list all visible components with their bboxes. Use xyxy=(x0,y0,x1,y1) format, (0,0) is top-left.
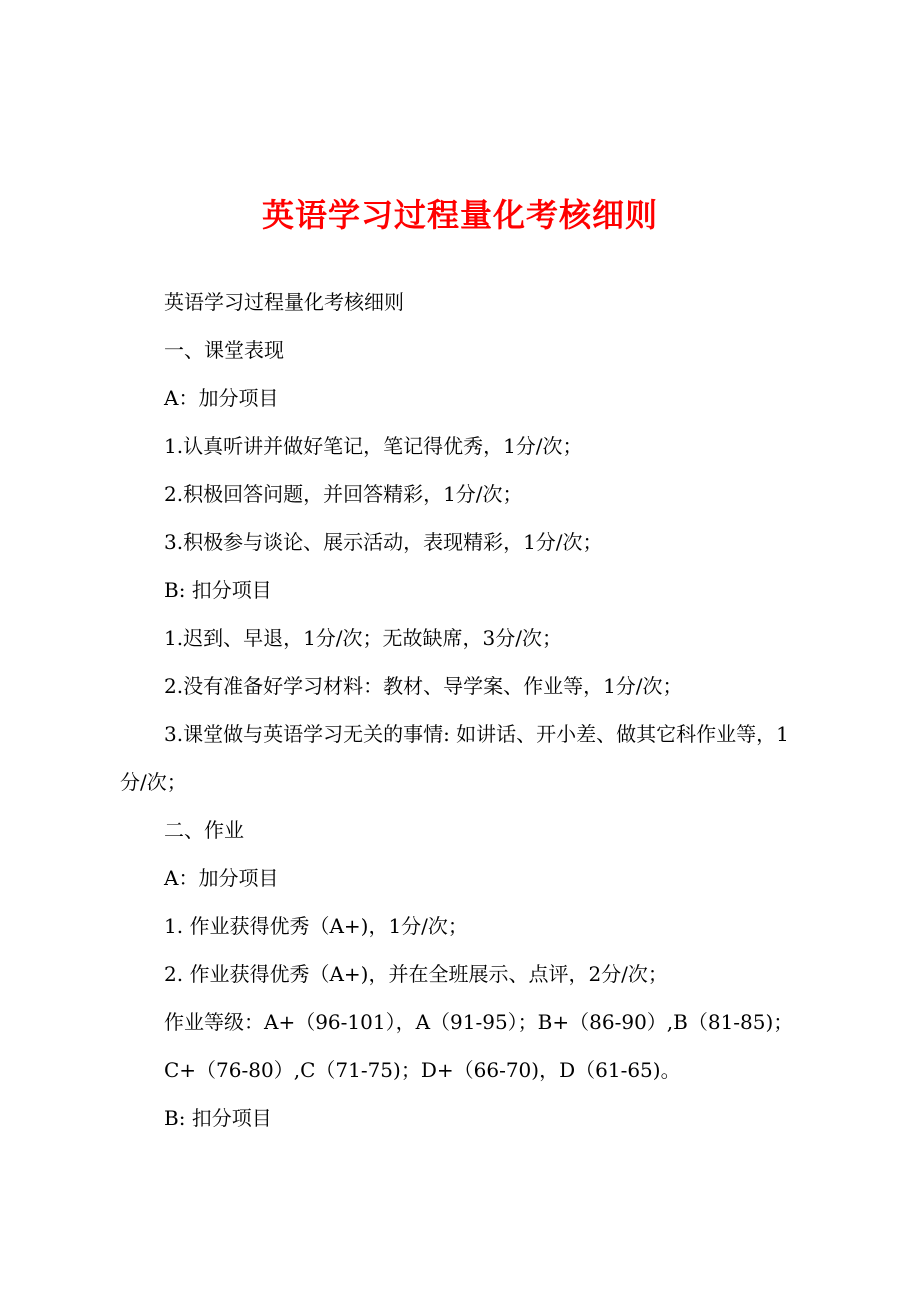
list-item: 3.积极参与谈论、展示活动，表现精彩，1分/次； xyxy=(164,530,603,554)
document-body xyxy=(120,278,810,1142)
grade-scale-line: C+（76-80）,C（71-75)；D+（66-70)，D（61-65)。 xyxy=(164,1058,681,1082)
paragraph-subtitle: 英语学习过程量化考核细则 xyxy=(164,290,404,314)
section-heading-classroom: 一、课堂表现 xyxy=(164,338,284,362)
list-item: 2.没有准备好学习材料：教材、导学案、作业等，1分/次； xyxy=(164,674,683,698)
list-item: 1. 作业获得优秀（A+)，1分/次； xyxy=(164,914,468,938)
section-heading-homework: 二、作业 xyxy=(164,818,244,842)
subheading-deduction: B: 扣分项目 xyxy=(164,578,272,602)
list-item: 1.认真听讲并做好笔记，笔记得优秀，1分/次； xyxy=(164,434,583,458)
list-item: 1.迟到、早退，1分/次；无故缺席，3分/次； xyxy=(164,626,563,650)
list-item: 2.积极回答问题，并回答精彩，1分/次； xyxy=(164,482,523,506)
list-item: 3.课堂做与英语学习无关的事情: 如讲话、开小差、做其它科作业等，1分/次； xyxy=(120,722,789,794)
subheading-bonus: A：加分项目 xyxy=(164,386,279,410)
subheading-bonus: A：加分项目 xyxy=(164,866,279,890)
list-item: 2. 作业获得优秀（A+)，并在全班展示、点评，2分/次； xyxy=(164,962,668,986)
grade-scale-line: 作业等级：A+（96-101），A（91-95）；B+（86-90）,B（81-85)； xyxy=(164,1010,794,1034)
document-title: 英语学习过程量化考核细则 xyxy=(261,196,658,234)
subheading-deduction: B: 扣分项目 xyxy=(164,1106,272,1130)
